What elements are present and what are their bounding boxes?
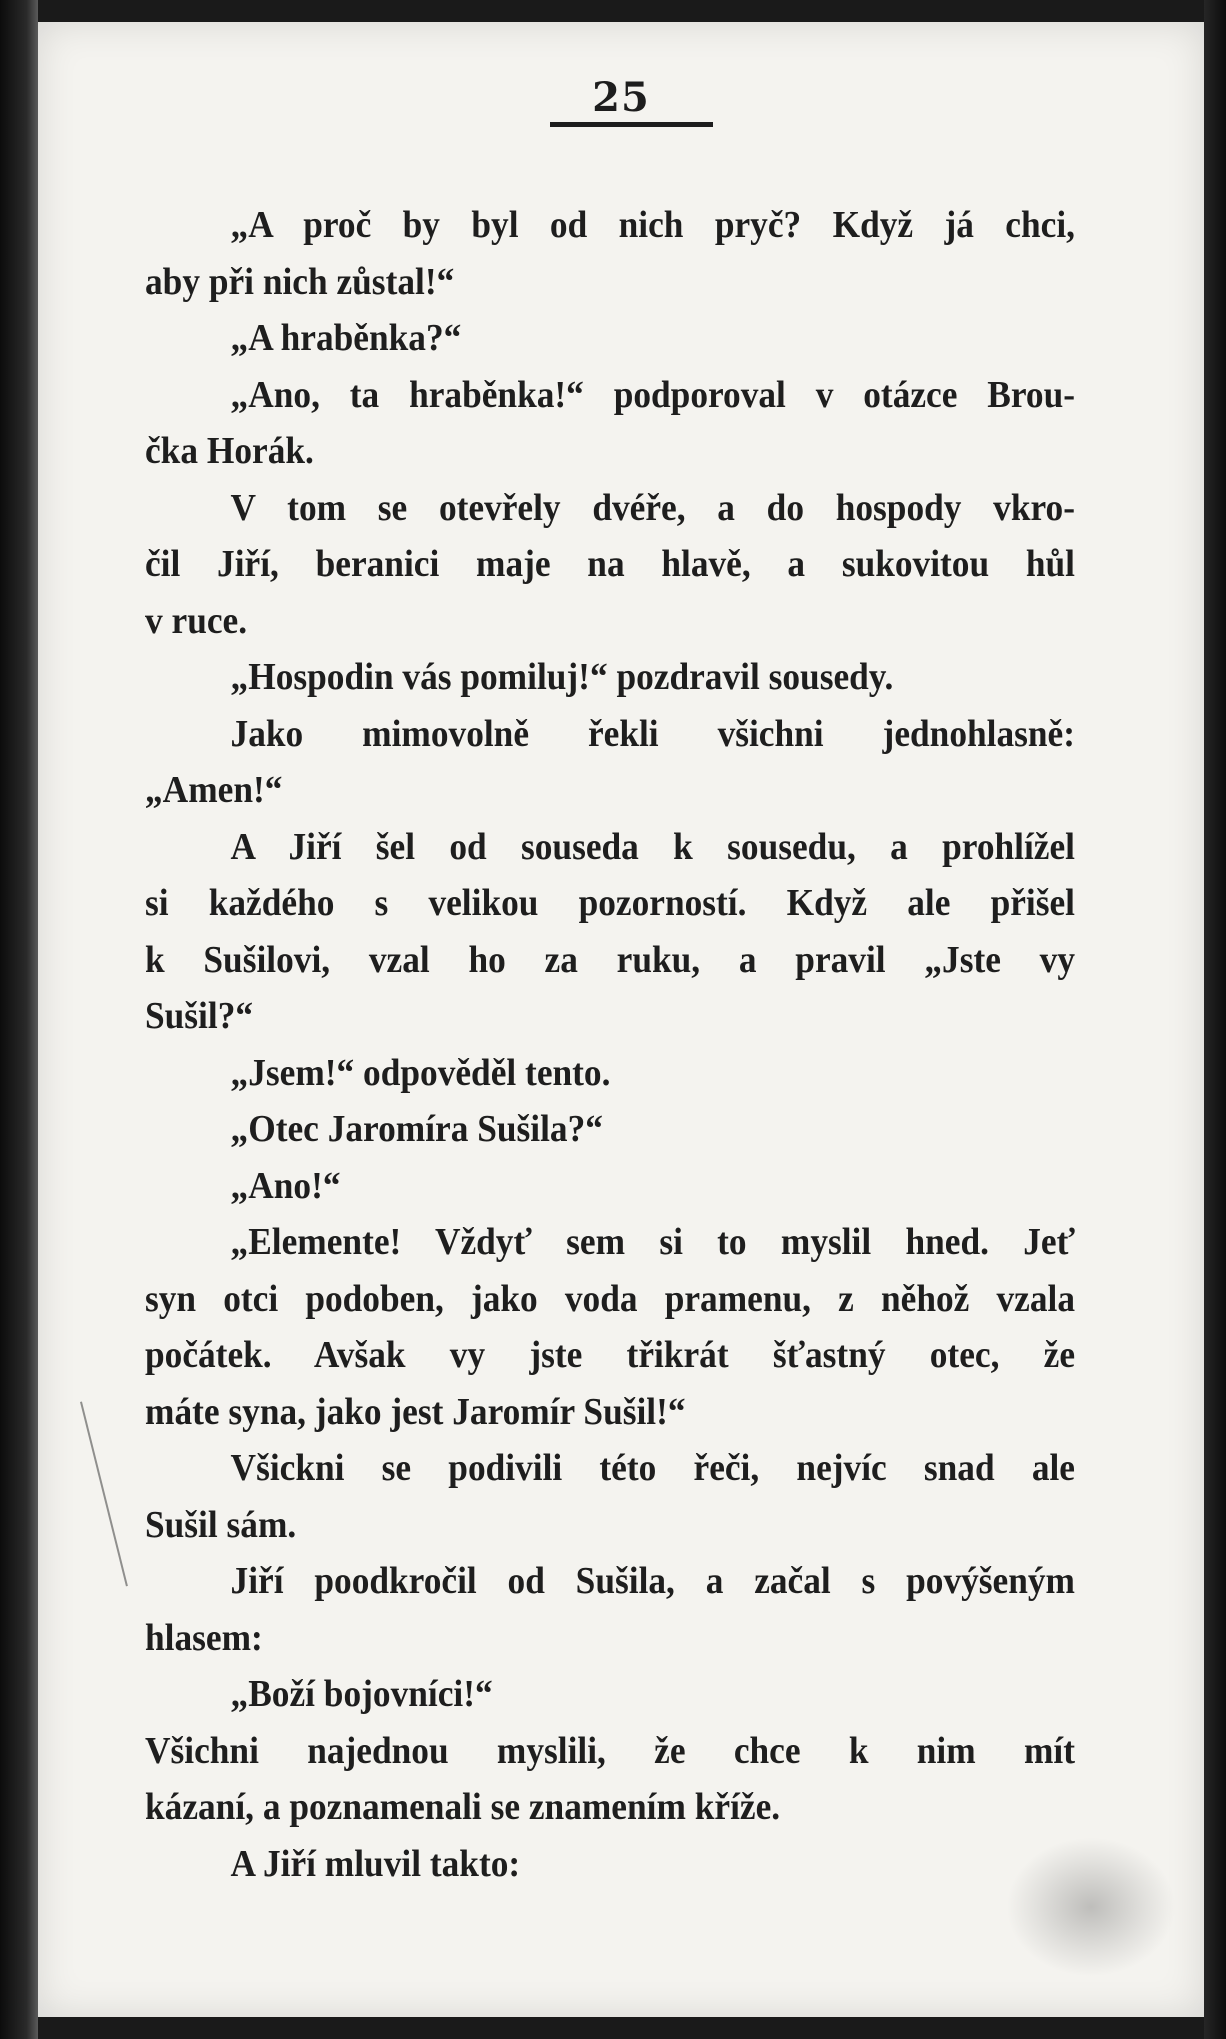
text-line: čka Horák. xyxy=(145,430,314,472)
text-line: aby při nich zůstal!“ xyxy=(145,260,455,303)
text-line: hlasem: xyxy=(145,1616,263,1659)
text-line: „Amen!“ xyxy=(145,769,283,811)
page-edge-shadow xyxy=(1204,0,1226,2039)
ink-smudge xyxy=(1006,1837,1176,1977)
text-line: k Sušilovi, vzal ho za ruku, a pravil „Jste vy xyxy=(145,938,1075,981)
book-page xyxy=(38,22,1204,2017)
page-scratch-mark xyxy=(80,1402,128,1587)
text-line: čil Jiří, beranici maje na hlavě, a sukovitou hůl xyxy=(145,543,1075,585)
text-line: V tom se otevřely dvéře, a do hospody vkro- xyxy=(230,486,1075,529)
page-number-rule xyxy=(550,122,713,127)
text-line: syn otci podoben, jako voda pramenu, z něhož vzala xyxy=(145,1277,1075,1320)
text-line: Jiří poodkročil od Sušila, a začal s povýšeným xyxy=(230,1560,1075,1602)
text-line: kázaní, a poznamenali se znamením kříže. xyxy=(145,1786,781,1828)
text-line: „Boží bojovníci!“ xyxy=(230,1673,493,1715)
text-line: A Jiří mluvil takto: xyxy=(230,1842,521,1885)
text-line: „Jsem!“ odpověděl tento. xyxy=(230,1051,611,1094)
text-line: „A proč by byl od nich pryč? Když já chci, xyxy=(230,204,1075,246)
text-line: „Otec Jaromíra Sušila?“ xyxy=(230,1108,603,1150)
text-line: si každého s velikou pozorností. Když ale přišel xyxy=(145,882,1075,924)
text-line: Sušil?“ xyxy=(145,995,254,1037)
text-line: počátek. Avšak vy jste třikrát šťastný otec, že xyxy=(145,1334,1075,1376)
text-line: Všichni najednou myslili, že chce k nim mít xyxy=(145,1729,1075,1772)
text-line: Všickni se podivili této řeči, nejvíc snad ale xyxy=(230,1447,1075,1489)
text-line: A Jiří šel od souseda k sousedu, a prohlížel xyxy=(230,825,1075,868)
text-line: Sušil sám. xyxy=(145,1503,297,1546)
text-line: „A hraběnka?“ xyxy=(230,317,462,359)
text-line: „Hospodin vás pomiluj!“ pozdravil sousedy. xyxy=(230,656,894,698)
text-line: „Ano!“ xyxy=(230,1164,341,1207)
page-number: 25 xyxy=(592,74,650,121)
book-gutter-shadow xyxy=(0,0,38,2039)
text-line: v ruce. xyxy=(145,599,248,642)
text-line: „Ano, ta hraběnka!“ podporoval v otázce Brou- xyxy=(230,373,1075,416)
text-line: máte syna, jako jest Jaromír Sušil!“ xyxy=(145,1390,686,1433)
body-text xyxy=(145,197,1075,1892)
text-line: Jako mimovolně řekli všichni jednohlasně: xyxy=(230,712,1075,755)
text-line: „Elemente! Vždyť sem si to myslil hned. Jeť xyxy=(230,1221,1075,1263)
